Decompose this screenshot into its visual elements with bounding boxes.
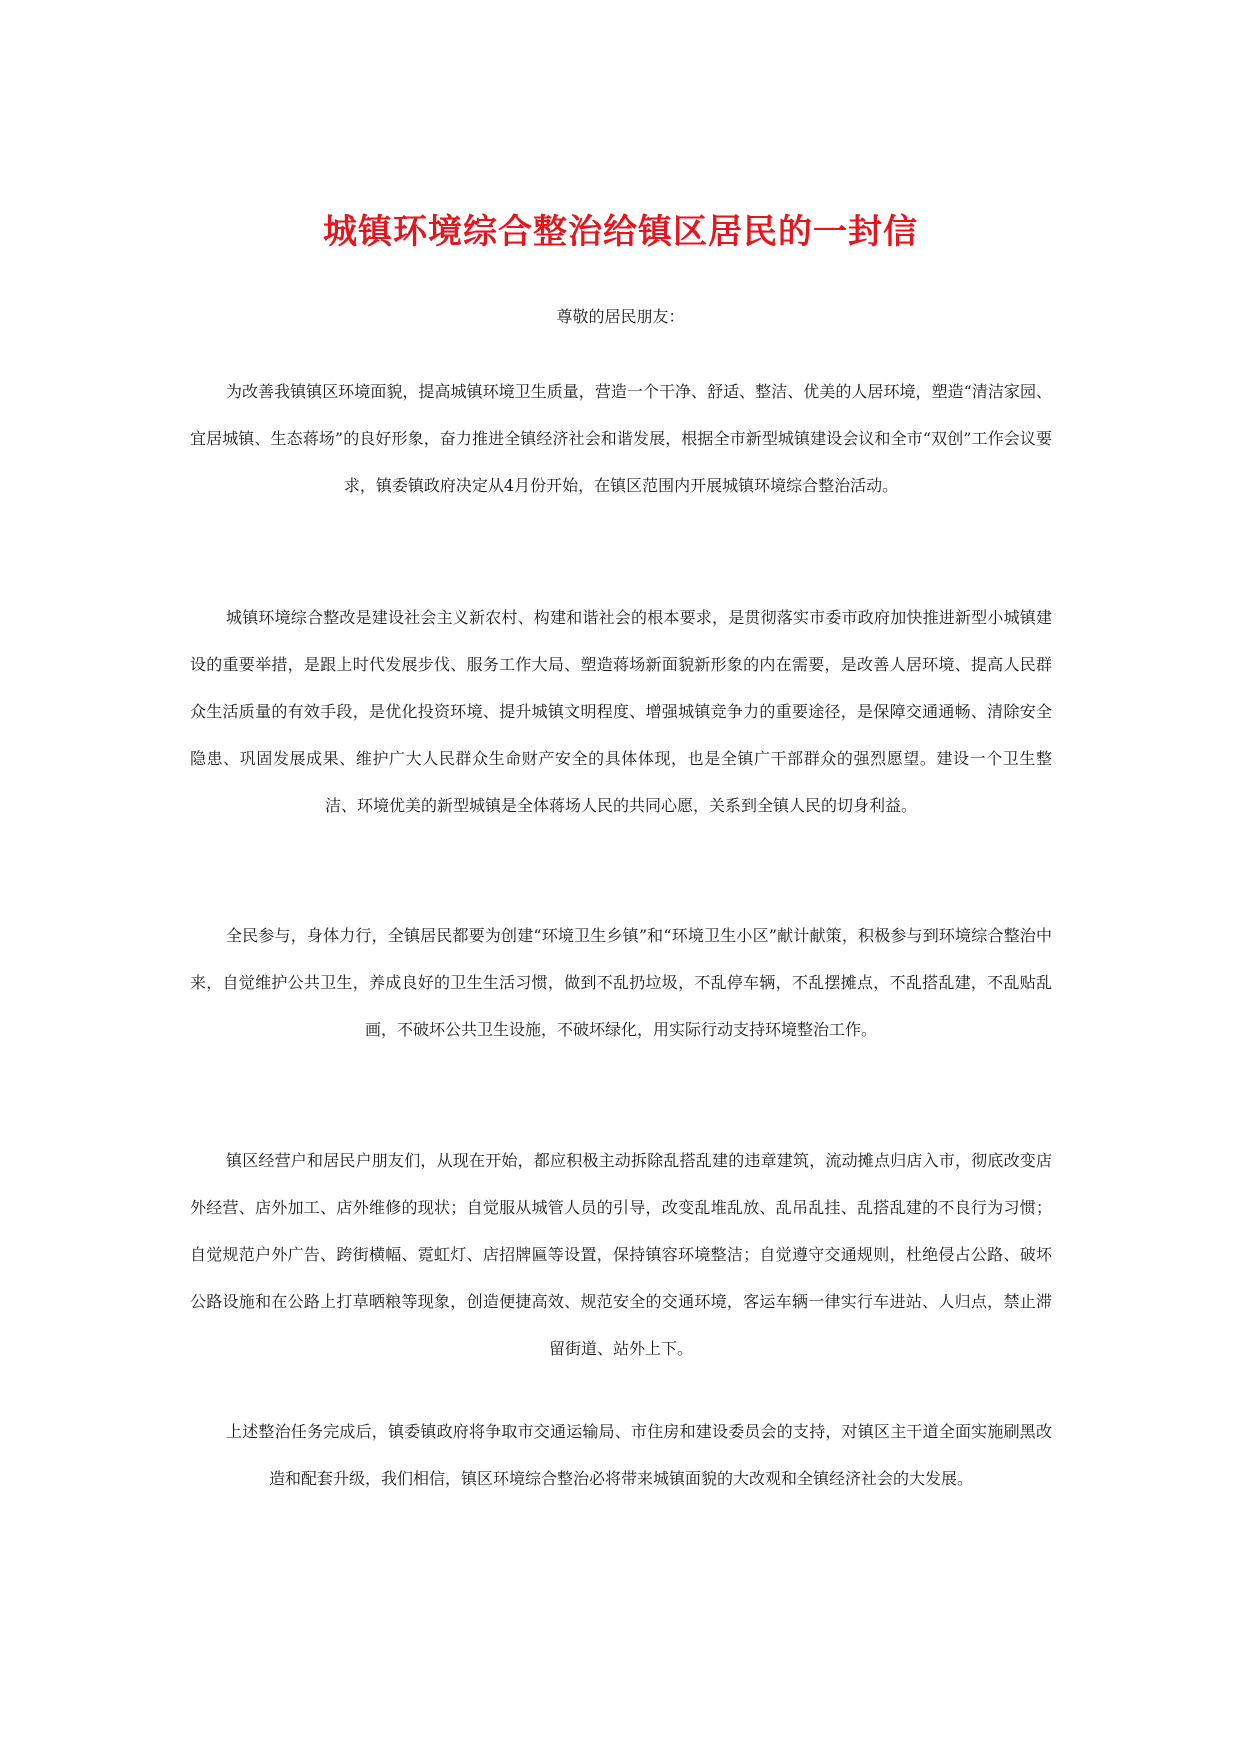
salutation: 尊敬的居民朋友： bbox=[556, 307, 685, 326]
paragraph-5: 上述整治任务完成后，镇委镇政府将争取市交通运输局、市住房和建设委员会的支持，对镇区主干道全面实施刷黑改造和配套升级，我们相信，镇区环境综合整治必将带来城镇面貌的大改观和全镇经济社会的大发展。 bbox=[226, 1422, 1052, 1488]
paragraph-1: 为改善我镇镇区环境面貌，提高城镇环境卫生质量，营造一个干净、舒适、整洁、优美的人居环境，塑造“清洁家园、宜居城镇、生态蒋场”的良好形象，奋力推进全镇经济社会和谐发展，根据全市新型城镇建设会议和全市“双创”工作会议要求，镇委镇政府决定从4月份开始，在镇区范围内开展城镇环境综合整治活动。 bbox=[190, 382, 1052, 495]
document-title: 城镇环境综合整治给镇区居民的一封信 bbox=[323, 212, 918, 252]
paragraph-3: 全民参与，身体力行，全镇居民都要为创建“环境卫生乡镇”和“环境卫生小区”献计献策，积极参与到环境综合整治中来，自觉维护公共卫生，养成良好的卫生生活习惯，做到不乱扔垃圾，不乱停车辆，不乱摆摊点，不乱搭乱建，不乱贴乱画，不破坏公共卫生设施，不破坏绿化，用实际行动支持环境整治工作。 bbox=[190, 926, 1052, 1039]
paragraph-2: 城镇环境综合整改是建设社会主义新农村、构建和谐社会的根本要求，是贯彻落实市委市政府加快推进新型小城镇建设的重要举措，是跟上时代发展步伐、服务工作大局、塑造蒋场新面貌新形象的内在需要，是改善人居环境、提高人民群众生活质量的有效手段，是优化投资环境、提升城镇文明程度、增强城镇竞争力的重要途径，是保障交通通畅、清除安全隐患、巩固发展成果、维护广大人民群众生命财产安全的具体体现，也是全镇广干部群众的强烈愿望。建设一个卫生整洁、环境优美的新型城镇是全体蒋场人民的共同心愿，关系到全镇人民的切身利益。 bbox=[190, 608, 1052, 815]
paragraph-4: 镇区经营户和居民户朋友们，从现在开始，都应积极主动拆除乱搭乱建的违章建筑，流动摊点归店入市，彻底改变店外经营、店外加工、店外维修的现状；自觉服从城管人员的引导，改变乱堆乱放、乱吊乱挂、乱搭乱建的不良行为习惯；自觉规范户外广告、跨街横幅、霓虹灯、店招牌匾等设置，保持镇容环境整洁；自觉遵守交通规则，杜绝侵占公路、破坏公路设施和在公路上打草晒粮等现象，创造便捷高效、规范安全的交通环境，客运车辆一律实行车进站、人归点，禁止滞留街道、站外上下。 bbox=[190, 1151, 1052, 1358]
